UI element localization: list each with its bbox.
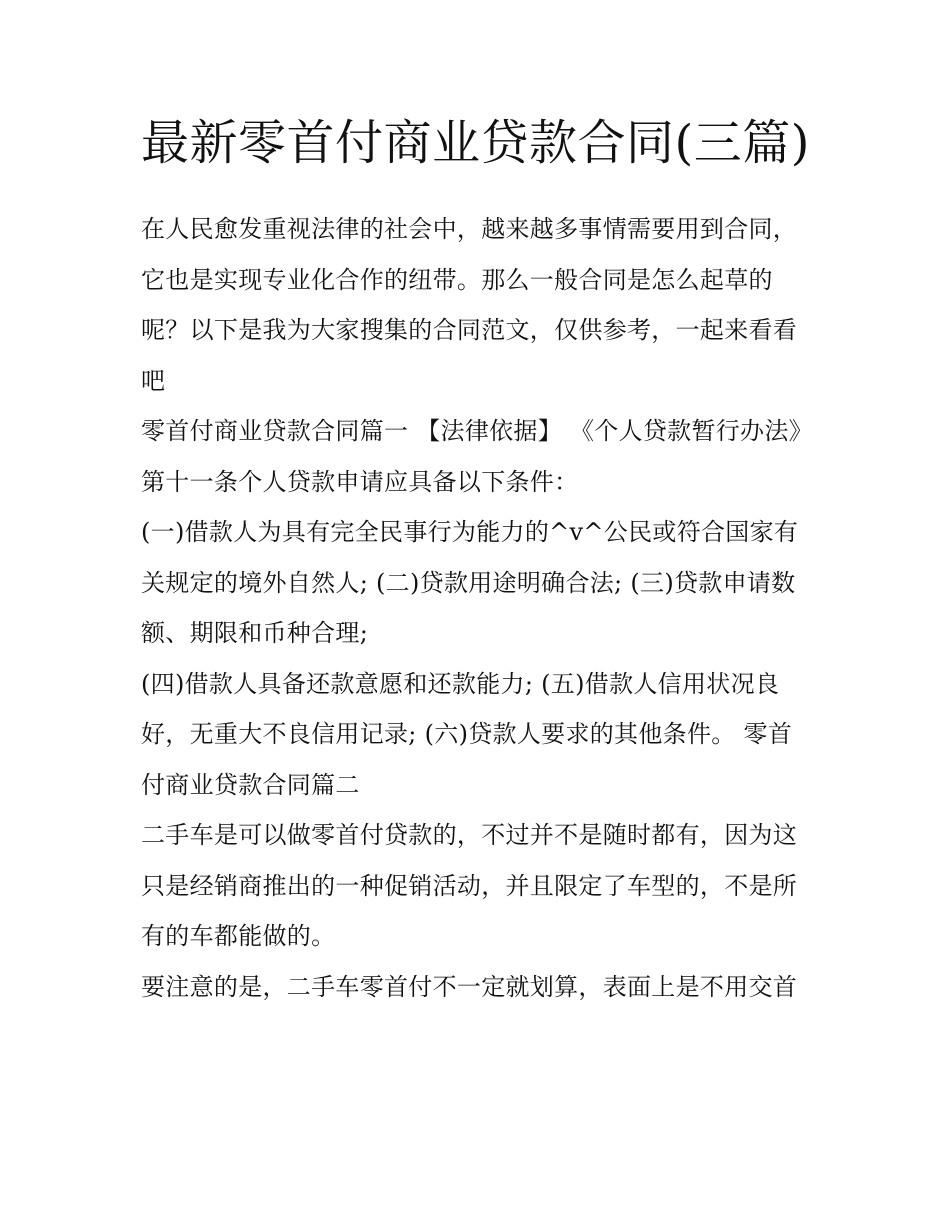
document-page [141,112,816,1012]
paragraph-conditions-1: (一)借款人为具有完全民事行为能力的^v^公民或符合国家有关规定的境外自然人; (二)贷款用途明确合法; (三)贷款申请数额、期限和币种合理; [141,518,799,647]
paragraph-used-car: 二手车是可以做零首付贷款的，不过并不是随时都有，因为这只是经销商推出的一种促销活动，并且限定了车型的，不是所有的车都能做的。 [141,821,798,950]
paragraph-legal-basis: 零首付商业贷款合同篇一 【法律依据】 《个人贷款暂行办法》 第十一条个人贷款申请应具备以下条件： [141,417,813,496]
document-title: 最新零首付商业贷款合同(三篇) [141,115,810,171]
paragraph-conditions-2: (四)借款人具备还款意愿和还款能力; (五)借款人信用状况良好，无重大不良信用记录; (六)贷款人要求的其他条件。 零首付商业贷款合同篇二 [141,669,793,799]
paragraph-note: 要注意的是，二手车零首付不一定就划算，表面上是不用交首 [141,972,798,1001]
paragraph-intro: 在人民愈发重视法律的社会中，越来越多事情需要用到合同，它也是实现专业化合作的纽带。那么一般合同是怎么起草的呢？以下是我为大家搜集的合同范文，仅供参考，一起来看看吧 [141,215,798,395]
